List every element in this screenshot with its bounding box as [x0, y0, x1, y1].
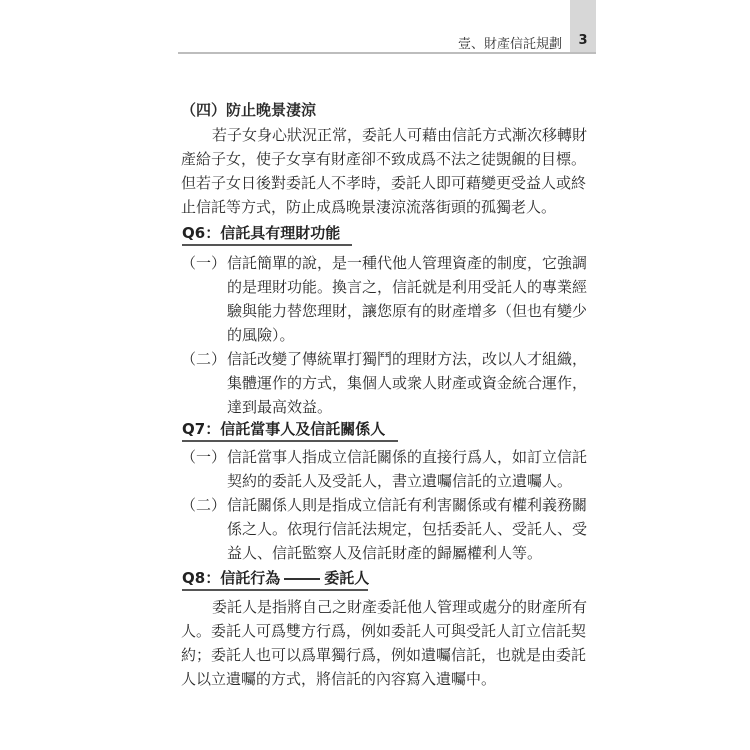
section-heading: （四）防止晚景淒涼 [181, 101, 317, 119]
list-item-line: 集體運作的方式，集個人或衆人財產或資金統合運作， [227, 374, 588, 392]
q7-heading: Q7：信託當事人及信託關係人 [182, 420, 386, 438]
paragraph-line: 產給子女，使子女享有財產卻不致成爲不法之徒覬覦的目標。 [181, 150, 587, 168]
list-marker: （一） [181, 254, 227, 272]
q8-heading-right: 委託人 [324, 569, 370, 587]
q8-heading-left: Q8：信託行為 [182, 569, 281, 587]
list-marker: （二） [181, 496, 227, 514]
q8-heading [182, 567, 373, 589]
list-item-line: 信託當事人指成立信託關係的直接行爲人，如訂立信託 [227, 448, 588, 466]
list-item-line: 信託簡單的說，是一種代他人管理資產的制度，它強調 [227, 254, 588, 272]
paragraph-line: 若子女身心狀況正常，委託人可藉由信託方式漸次移轉財 [212, 126, 588, 144]
paragraph-line: 委託人是指將自己之財產委託他人管理或處分的財產所有 [212, 598, 588, 616]
list-marker: （二） [181, 350, 227, 368]
page-number: 3 [578, 33, 588, 48]
list-item-line: 信託改變了傳統單打獨鬥的理財方法，改以人才組織， [227, 350, 588, 368]
list-item-line: 達到最高效益。 [227, 398, 333, 416]
em-dash [284, 578, 320, 580]
q6-heading-underline [182, 244, 352, 246]
list-item-line: 益人、信託監察人及信託財產的歸屬權利人等。 [227, 544, 543, 562]
q7-heading-underline [182, 440, 398, 442]
list-item-line: 信託關係人則是指成立信託有利害關係或有權利義務關 [227, 496, 588, 514]
list-marker: （一） [181, 448, 227, 466]
list-item-line: 的是理財功能。換言之，信託就是利用受託人的專業經 [227, 278, 588, 296]
list-item-line: 的風險）。 [227, 326, 295, 344]
list-item-line: 係之人。依現行信託法規定，包括委託人、受託人、受 [227, 520, 588, 538]
paragraph-line: 但若子女日後對委託人不孝時，委託人即可藉變更受益人或終 [181, 174, 587, 192]
list-item-line: 契約的委託人及受託人，書立遺囑信託的立遺囑人。 [227, 472, 573, 490]
paragraph-line: 人以立遺囑的方式，將信託的內容寫入遺囑中。 [181, 670, 497, 688]
q6-heading: Q6：信託具有理財功能 [182, 224, 341, 242]
q8-heading-underline [182, 589, 368, 591]
header-rule [178, 52, 596, 54]
paragraph-line: 止信託等方式，防止成爲晚景淒涼流落街頭的孤獨老人。 [181, 198, 557, 216]
list-item-line: 驗與能力替您理財，讓您原有的財產增多（但也有變少 [227, 302, 588, 320]
running-header: 壹、財產信託規劃 [457, 37, 562, 52]
paragraph-line: 約；委託人也可以爲單獨行爲，例如遺囑信託，也就是由委託 [181, 646, 587, 664]
paragraph-line: 人。委託人可爲雙方行爲，例如委託人可與受託人訂立信託契 [181, 622, 587, 640]
